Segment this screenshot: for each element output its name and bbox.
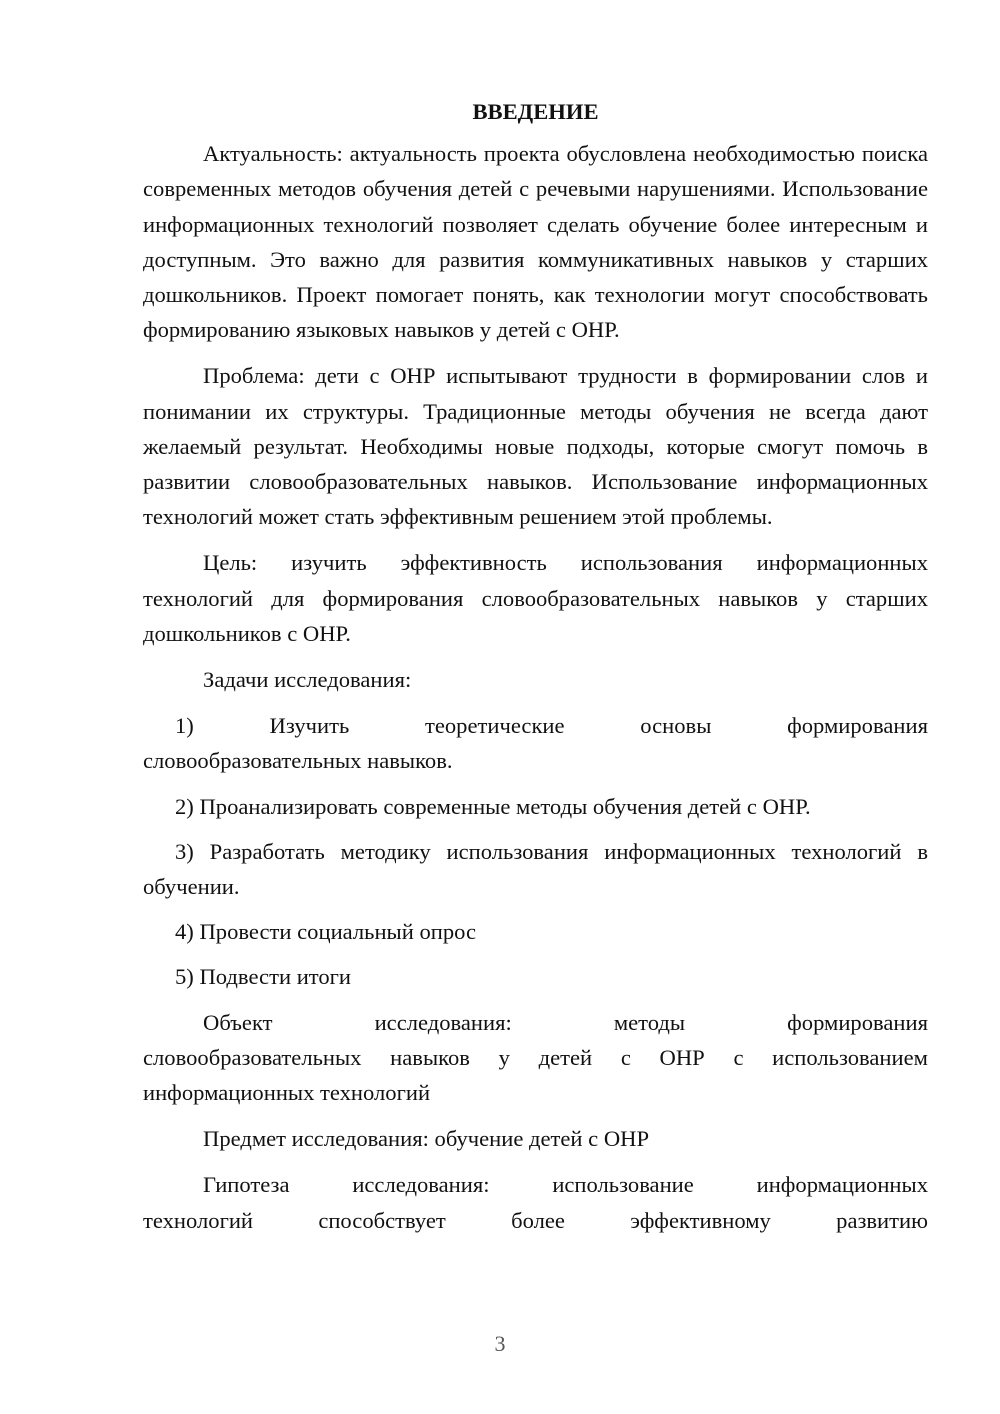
hypothesis-word: использование bbox=[552, 1172, 694, 1198]
object-word: использованием bbox=[772, 1044, 928, 1070]
document-page bbox=[143, 94, 928, 1249]
task-item-1 bbox=[143, 708, 928, 778]
task-1-word: 1) bbox=[175, 713, 194, 739]
task-1-word: формирования bbox=[787, 713, 928, 739]
task-1-word: теоретические bbox=[424, 713, 565, 739]
object-word: методы bbox=[613, 1009, 686, 1035]
object-word: детей bbox=[538, 1044, 593, 1070]
hypothesis-paragraph bbox=[143, 1167, 928, 1237]
task-1-word: основы bbox=[640, 713, 712, 739]
task-1-rest: словообразовательных навыков. bbox=[143, 748, 453, 774]
relevance-paragraph: Актуальность: актуальность проекта обусловлена необходимостью поиска современных методов обучения детей с речевыми нарушениями. Использование информационных технологий позволяет сделать обучение более интересным и доступным. Это важно для развития коммуникативных навыков у старших дошкольников. Проект помогает понять, как технологии могут способствовать формированию языковых навыков у детей с ОНР. bbox=[143, 141, 928, 343]
object-word: формирования bbox=[787, 1009, 928, 1035]
hypothesis-word: более bbox=[511, 1207, 565, 1233]
task-item-4: 4) Провести социальный опрос bbox=[175, 919, 477, 945]
hypothesis-line-1 bbox=[143, 1167, 928, 1202]
hypothesis-word: развитию bbox=[836, 1207, 928, 1233]
task-1-first-line bbox=[143, 708, 928, 743]
goal-paragraph: Цель: изучить эффективность использования информационных технологий для формирования словообразовательных навыков у старших дошкольников с ОНР. bbox=[143, 550, 928, 646]
object-line-3: информационных технологий bbox=[143, 1080, 431, 1106]
hypothesis-word: технологий bbox=[143, 1207, 254, 1233]
object-word: с bbox=[733, 1044, 744, 1070]
hypothesis-word: способствует bbox=[318, 1207, 446, 1233]
section-title: ВВЕДЕНИЕ bbox=[472, 99, 599, 124]
problem-paragraph: Проблема: дети с ОНР испытывают трудности в формировании слов и понимании их структуры. Традиционные методы обучения не всегда дают желаемый результат. Необходимы новые подходы, которые смогут помочь в развитии словообразовательных навыков. Использование информационных технологий может стать эффективным решением этой проблемы. bbox=[143, 363, 928, 530]
hypothesis-line-2 bbox=[143, 1203, 928, 1238]
object-word: исследования: bbox=[374, 1009, 512, 1035]
object-line-1 bbox=[143, 1005, 928, 1040]
object-line-2 bbox=[143, 1040, 928, 1075]
object-word: словообразовательных bbox=[143, 1044, 362, 1070]
task-item-2: 2) Проанализировать современные методы обучения детей с ОНР. bbox=[175, 793, 811, 819]
hypothesis-word: информационных bbox=[756, 1172, 928, 1198]
object-word: Объект bbox=[203, 1009, 273, 1035]
object-word: навыков bbox=[390, 1044, 470, 1070]
task-item-3: 3) Разработать методику использования информационных технологий в обучении. bbox=[143, 838, 928, 900]
object-word: с bbox=[620, 1044, 631, 1070]
hypothesis-word: Гипотеза bbox=[203, 1172, 290, 1198]
tasks-heading: Задачи исследования: bbox=[203, 667, 412, 693]
object-paragraph bbox=[143, 1005, 928, 1111]
hypothesis-word: исследования: bbox=[352, 1172, 490, 1198]
task-1-word: Изучить bbox=[269, 713, 350, 739]
task-item-5: 5) Подвести итоги bbox=[175, 964, 352, 990]
object-word: у bbox=[498, 1044, 510, 1070]
hypothesis-word: эффективному bbox=[630, 1207, 771, 1233]
page-number: 3 bbox=[494, 1331, 506, 1356]
object-word: ОНР bbox=[659, 1044, 705, 1070]
subject-paragraph: Предмет исследования: обучение детей с ОНР bbox=[203, 1126, 650, 1152]
